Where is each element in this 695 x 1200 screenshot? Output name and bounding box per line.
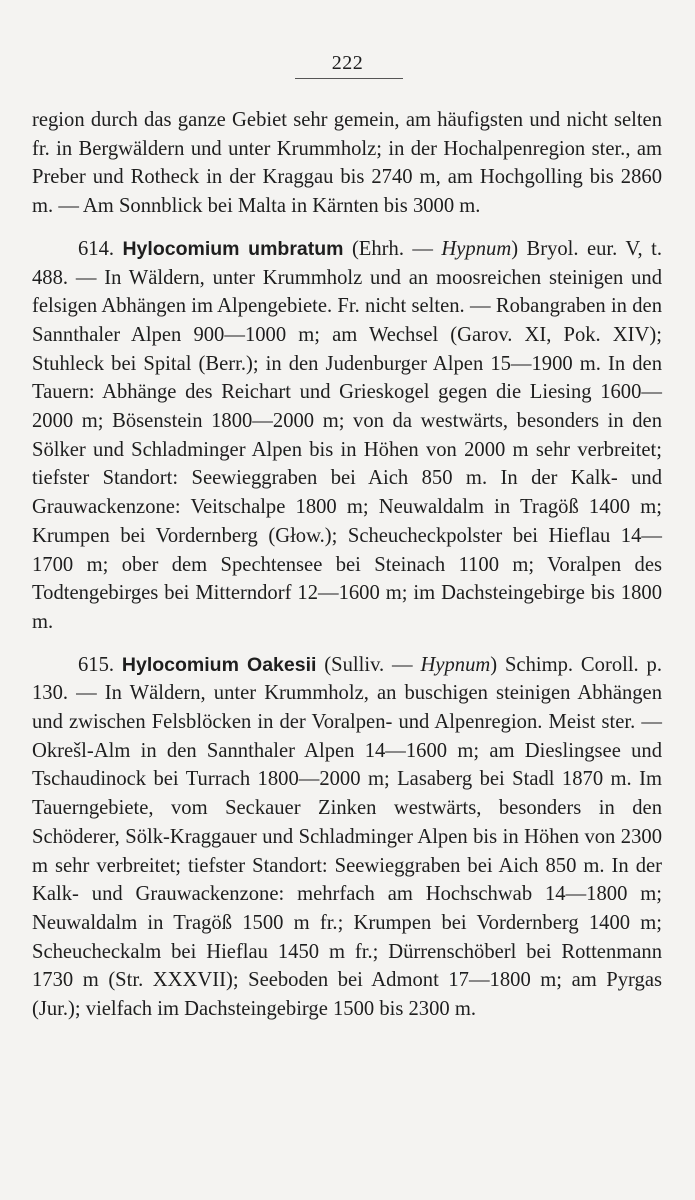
page-body — [32, 106, 662, 1024]
authority-prefix: (Ehrh. — — [351, 237, 442, 260]
entry-text: Coroll. p. 130. — In Wäldern, unter Krummholz, an buschigen steinigen Abhängen und zwischen Felsblöcken in der Voralpen- und Alpenregion. Meist ster. — Okrešl-Alm in den Sannthaler Alpen 14—1600 m; am Dieslingsee und Tschaudinock bei Turrach 1800—2000 m; Lasaberg bei Stadl 1870 m. Im Tauerngebiete, vom Seckauer Zinken westwärts, besonders in den Schöderer, Sölk-Kraggauer und Schladminger Alpen bis in Höhen von 2300 m sehr verbreitet; tiefster Standort: Seewieggraben bei Aich 850 m. In der Kalk- und Grauwackenzone: mehrfach am Hochschwab 14—1800 m; Neuwaldalm in Tragöß 1500 m fr.; Krumpen bei Vordernberg 1400 m; Scheucheckalm bei Hieflau 1450 m fr.; Dürrenschöberl bei Rottenmann 1730 m (Str. XXXVII); Seeboden bei Admont 17—1800 m; am Pyrgas (Jur.); vielfach im Dachsteingebirge 1500 bis 2300 m. — [32, 653, 662, 1021]
species-name: Hylocomium umbratum — [122, 237, 344, 260]
entry-number: 614. — [78, 237, 115, 260]
entry-614 — [32, 235, 662, 637]
authority-suffix: ) Bryol. — [511, 237, 579, 260]
synonym-genus: Hypnum — [441, 237, 512, 260]
continued-paragraph: region durch das ganze Gebiet sehr gemein, am häufigsten und nicht selten fr. in Bergwäldern und unter Krummholz; in der Hochalpenregion ster., am Preber und Rotheck in der Kraggau bis 2740 m, am Hochgolling bis 2860 m. — Am Sonnblick bei Malta in Kärnten bis 3000 m. — [32, 109, 662, 218]
page-number: 222 — [331, 52, 364, 74]
authority-suffix: ) Schimp. — [490, 653, 574, 676]
header-rule — [295, 78, 403, 79]
entry-number: 615. — [78, 653, 115, 676]
synonym-genus: Hypnum — [420, 653, 491, 676]
entry-615 — [32, 651, 662, 1024]
authority-prefix: (Sulliv. — — [324, 653, 421, 676]
entry-text: eur. V, t. 488. — In Wäldern, unter Krummholz und an moosreichen steinigen und felsigen Abhängen im Alpengebiete. Fr. nicht selten. — Robangraben in den Sannthaler Alpen 900—1000 m; am Wechsel (Garov. XI, Pok. XIV); Stuhleck bei Spital (Berr.); in den Judenburger Alpen 15—1900 m. In den Tauern: Abhänge des Reichart und Grieskogel gegen die Liesing 1600—2000 m; Bösenstein 1800—2000 m; von da westwärts, besonders in den Sölker und Schladminger Alpen bis in Höhen von 2000 m sehr verbreitet; tiefster Standort: Seewieggraben bei Aich 850 m. In der Kalk- und Grauwackenzone: Veitschalpe 1800 m; Neuwaldalm in Tragöß 1400 m; Krumpen bei Vordernberg (Głow.); Scheucheckpolster bei Hieflau 14—1700 m; ober dem Spechtensee bei Steinach 1100 m; Voralpen des Todtengebirges bei Mitterndorf 12—1600 m; im Dachsteingebirge bis 1800 m. — [32, 237, 662, 633]
species-name: Hylocomium Oakesii — [121, 653, 317, 676]
